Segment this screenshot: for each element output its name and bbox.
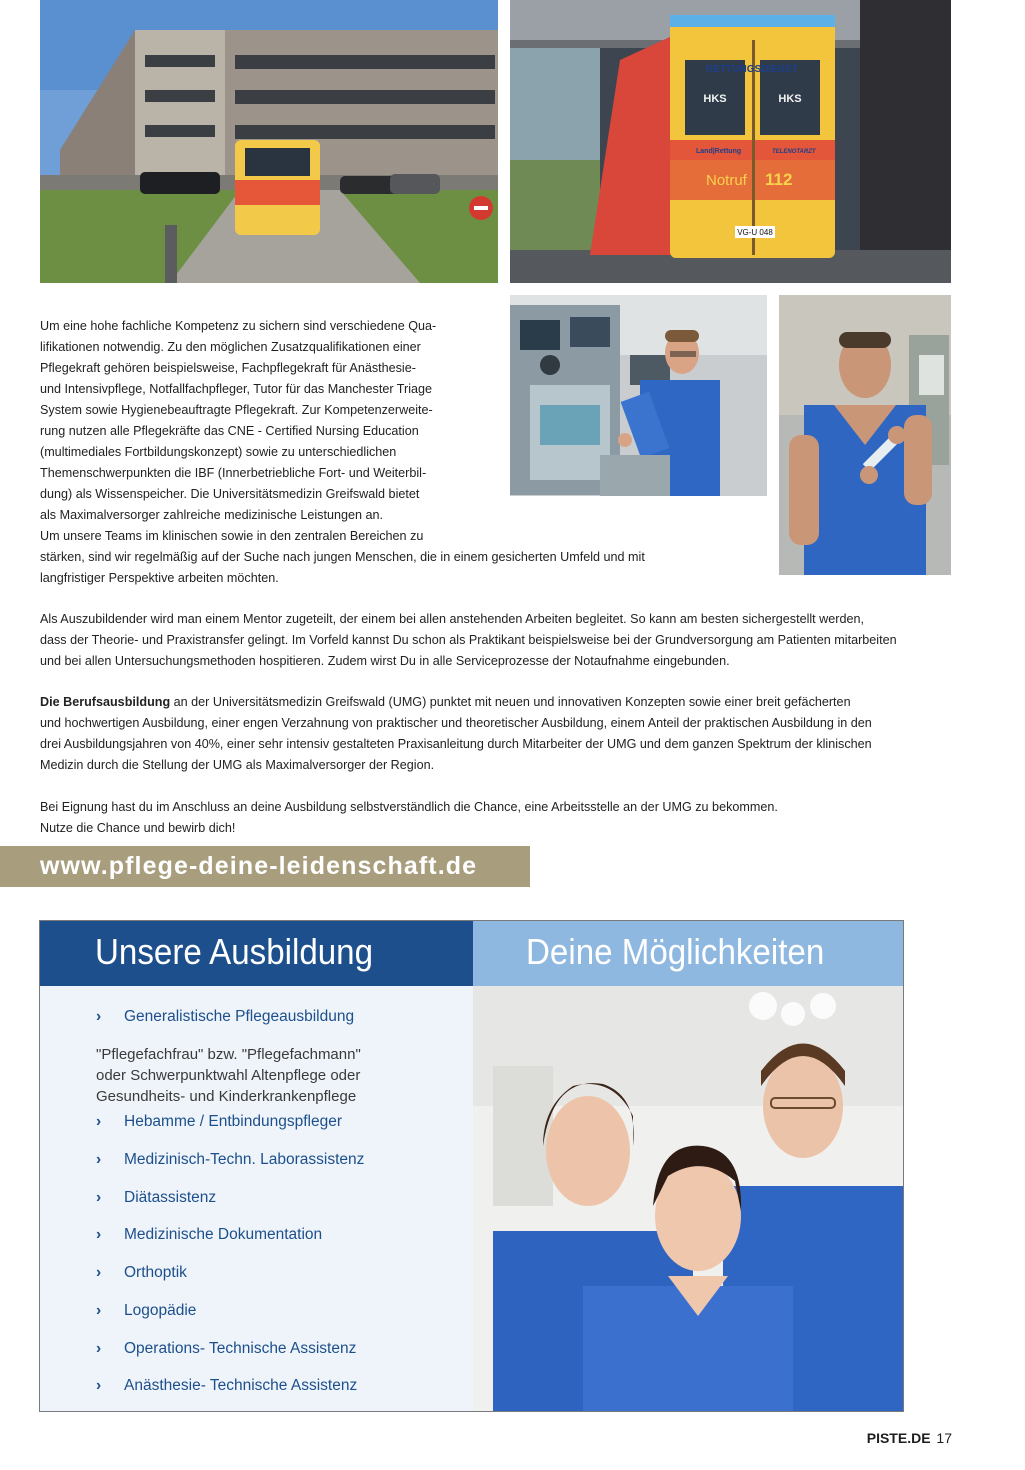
intro-line: Um eine hohe fachliche Kompetenz zu sichern sind verschiedene Qua-: [40, 319, 437, 333]
mentor-line: und bei allen Untersuchungsmethoden hospitieren. Zudem wirst Du in alle Serviceprozesse der Notaufnahme eingebunden.: [40, 654, 730, 668]
ad-right-title: Deine Möglichkeiten: [526, 931, 825, 972]
berufsausbildung-paragraph: [40, 692, 955, 776]
page-number: 17: [936, 1430, 952, 1446]
ad-item-label: Operations- Technische Assistenz: [124, 1340, 357, 1357]
mentor-line: Als Auszubildender wird man einem Mentor zugeteilt, der einem bei allen anstehenden Arbeiten begleitet. So kann am besten sichergestellt werden,: [40, 612, 864, 626]
hospital-building-photo: [40, 0, 498, 283]
ad-note-line: oder Schwerpunktwahl Altenpflege oder: [96, 1067, 361, 1084]
ambulance-sign-text: RETTUNGSDIENST: [706, 64, 798, 75]
ad-note-line: Gesundheits- und Kinderkrankenpflege: [96, 1088, 357, 1105]
ad-list-item: [96, 1113, 342, 1131]
intro-line: als Maximalversorger zahlreiche medizinische Leistungen an.: [40, 508, 383, 522]
intro-line: Um unsere Teams im klinischen sowie in den zentralen Bereichen zu: [40, 529, 424, 543]
ad-list-item: [96, 1189, 216, 1207]
chevron-right-icon: ›: [96, 1340, 102, 1357]
nurse-with-equipment-photo: [510, 295, 767, 496]
intro-line: (multimediales Fortbildungskonzept) sowie zu unterschiedlichen: [40, 445, 397, 459]
closing-line: Bei Eignung hast du im Anschluss an deine Ausbildung selbstverständlich die Chance, eine Arbeitsstelle an der UMG zu bekommen.: [40, 800, 778, 814]
ambulance-plate-text: VG-U 048: [737, 228, 773, 237]
beruf-line: und hochwertigen Ausbildung, einer engen Verzahnung von praktischer und theoretischer Ausbildung, einem Anteil der praktischen Ausbildung in den: [40, 716, 872, 730]
intro-line: Pflegekraft gehören beispielsweise, Fachpflegekraft für Anästhesie-: [40, 361, 416, 375]
ad-list-item: [96, 1264, 187, 1282]
intro-line: langfristiger Perspektive arbeiten möchten.: [40, 571, 279, 585]
url-banner[interactable]: [0, 846, 530, 887]
intro-line: System sowie Hygienebeauftragte Pflegekraft. Zur Kompetenzerweite-: [40, 403, 433, 417]
beruf-first-rest: an der Universitätsmedizin Greifswald (UMG) punktet mit neuen und innovativen Konzepten sowie einer breit gefächerten: [170, 695, 851, 709]
ambulance-photo: [510, 0, 951, 283]
intro-line: dung) als Wissenspeicher. Die Universitätsmedizin Greifswald bietet: [40, 487, 420, 501]
ad-note: [96, 1044, 361, 1107]
beruf-lead: Die Berufsausbildung: [40, 695, 171, 709]
beruf-first-line: [40, 692, 955, 713]
chevron-right-icon: ›: [96, 1189, 102, 1206]
intro-line: lifikationen notwendig. Zu den möglichen Zusatzqualifikationen einer: [40, 340, 421, 354]
ad-item-label: Generalistische Pflegeausbildung: [124, 1008, 355, 1025]
ad-item-label: Medizinische Dokumentation: [124, 1226, 323, 1243]
ambulance-hks-right: HKS: [778, 93, 802, 105]
ad-item-label: Orthoptik: [124, 1264, 187, 1281]
chevron-right-icon: ›: [96, 1226, 102, 1243]
ad-list-panel: [40, 986, 473, 1412]
ambulance-telenotarzt-text: TELENOTARZT: [772, 149, 816, 155]
ambulance-hks-left: HKS: [703, 93, 727, 105]
ad-note-line: "Pflegefachfrau" bzw. "Pflegefachmann": [96, 1046, 361, 1063]
chevron-right-icon: ›: [96, 1264, 102, 1281]
beruf-line: drei Ausbildungsjahren von 40%, einer sehr intensiv gestalteten Praxisanleitung durch Mitarbeiter der UMG und dem ganzen Spektrum der klinischen: [40, 737, 872, 751]
chevron-right-icon: ›: [96, 1151, 102, 1168]
beruf-line: Medizin durch die Stellung der UMG als Maximalversorger der Region.: [40, 758, 435, 772]
footer-brand: PISTE.DE: [866, 1430, 931, 1446]
closing-line: Nutze die Chance und bewirb dich!: [40, 821, 236, 835]
chevron-right-icon: ›: [96, 1113, 102, 1130]
mentor-paragraph: [40, 609, 955, 672]
training-advertisement: [39, 920, 904, 1412]
ad-list-item: [96, 1377, 357, 1395]
trainees-photo: [473, 986, 904, 1412]
nurse-with-syringe-photo: [779, 295, 951, 575]
website-link[interactable]: www.pflege-deine-leidenschaft.de: [40, 852, 478, 880]
ad-item-label: Logopädie: [124, 1302, 197, 1319]
chevron-right-icon: ›: [96, 1008, 102, 1025]
ambulance-landrettung-text: Land|Rettung: [696, 148, 742, 155]
ad-item-label: Anästhesie- Technische Assistenz: [124, 1377, 358, 1394]
mentor-line: dass der Theorie- und Praxistransfer gelingt. Im Vorfeld kannst Du schon als Praktikant beispielsweise bei der Grundversorgung am Patienten mitarbeiten: [40, 633, 897, 647]
closing-paragraph: [40, 797, 955, 839]
intro-line: Themenschwerpunkten die IBF (Innerbetriebliche Fort- und Weiterbil-: [40, 466, 427, 480]
ad-list-item: [96, 1340, 356, 1358]
ambulance-notruf-text: Notruf: [706, 172, 747, 189]
intro-line: stärken, sind wir regelmäßig auf der Suche nach jungen Menschen, die in einem gesicherten Umfeld und mit: [40, 550, 645, 564]
ad-item-label: Diätassistenz: [124, 1189, 217, 1206]
intro-line: rung nutzen alle Pflegekräfte das CNE - Certified Nursing Education: [40, 424, 419, 438]
chevron-right-icon: ›: [96, 1302, 102, 1319]
chevron-right-icon: ›: [96, 1377, 102, 1394]
ad-item-label: Hebamme / Entbindungspfleger: [124, 1113, 342, 1130]
ad-list-item: [96, 1008, 354, 1026]
ambulance-112-text: 112: [765, 170, 793, 189]
ad-list-item: [96, 1151, 364, 1169]
ad-item-label: Medizinisch-Techn. Laborassistenz: [124, 1151, 365, 1168]
ad-left-title: Unsere Ausbildung: [95, 931, 374, 972]
ad-list-item: [96, 1226, 322, 1244]
page-footer: [867, 1430, 952, 1446]
ad-list-item: [96, 1302, 196, 1320]
intro-line: und Intensivpflege, Notfallfachpfleger, Tutor für das Manchester Triage: [40, 382, 433, 396]
